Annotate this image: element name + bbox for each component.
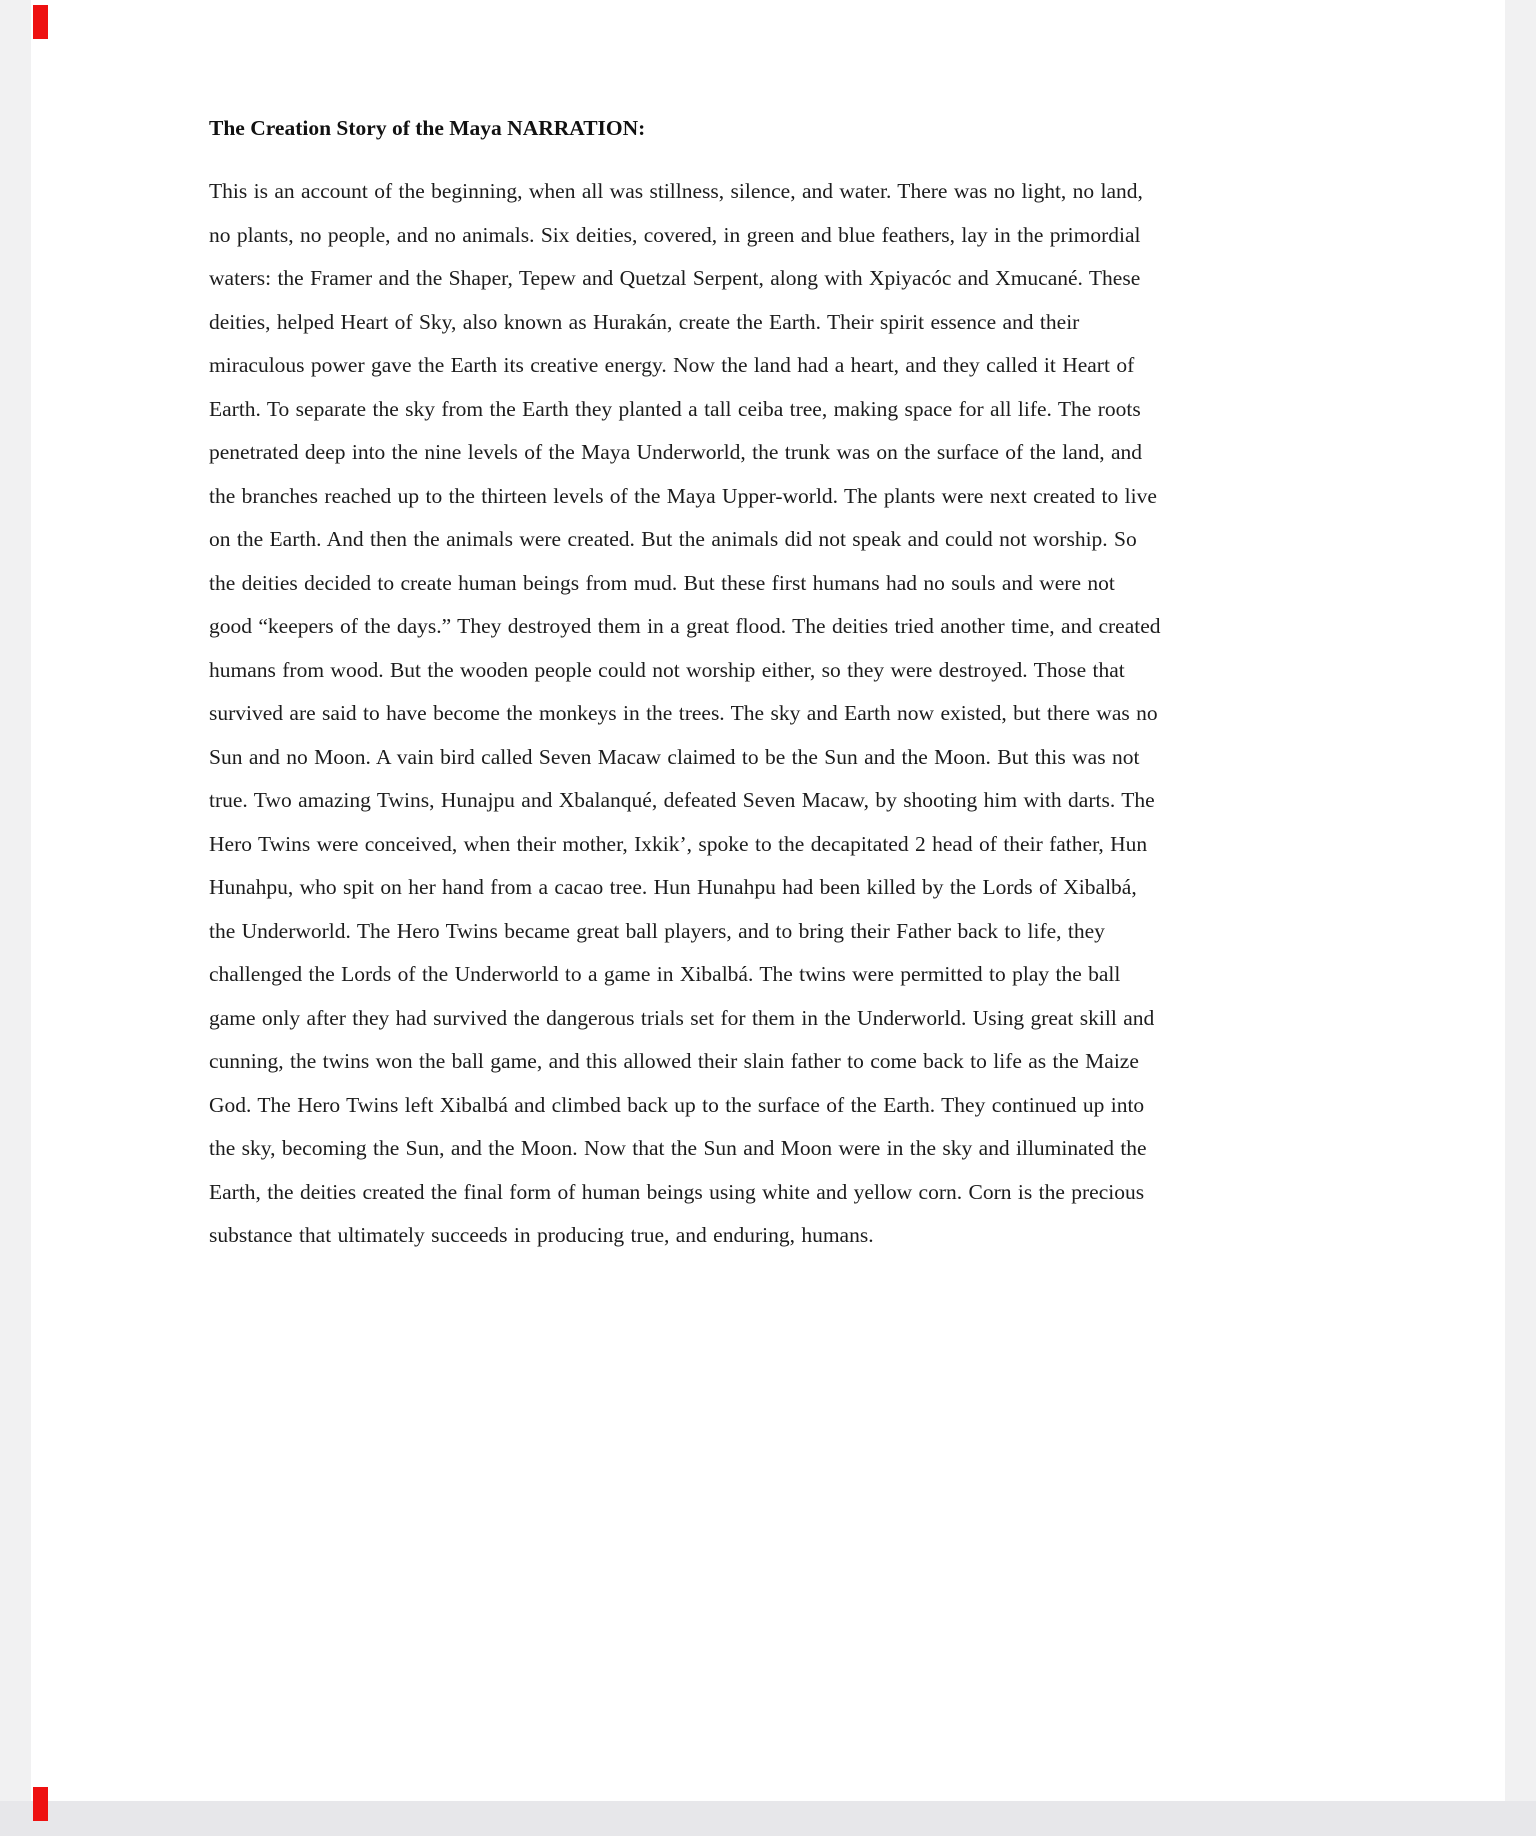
red-edge-marker-top-icon [33,5,48,39]
document-content [209,112,1161,1258]
document-body-paragraph: This is an account of the beginning, when all was stillness, silence, and water. There was no light, no land, no plants, no people, and no animals. Six deities, covered, in green and blue feathers, lay in the primordial waters: the Framer and the Shaper, Tepew and Quetzal Serpent, along with Xpiyacóc and Xmucané. These deities, helped Heart of Sky, also known as Hurakán, create the Earth. Their spirit essence and their miraculous power gave the Earth its creative energy. Now the land had a heart, and they called it Heart of Earth. To separate the sky from the Earth they planted a tall ceiba tree, making space for all life. The roots penetrated deep into the nine levels of the Maya Underworld, the trunk was on the surface of the land, and the branches reached up to the thirteen levels of the Maya Upper-world. The plants were next created to live on the Earth. And then the animals were created. But the animals did not speak and could not worship. So the deities decided to create human beings from mud. But these first humans had no souls and were not good “keepers of the days.” They destroyed them in a great flood. The deities tried another time, and created humans from wood. But the wooden people could not worship either, so they were destroyed. Those that survived are said to have become the monkeys in the trees. The sky and Earth now existed, but there was no Sun and no Moon. A vain bird called Seven Macaw claimed to be the Sun and the Moon. But this was not true. Two amazing Twins, Hunajpu and Xbalanqué, defeated Seven Macaw, by shooting him with darts. The Hero Twins were conceived, when their mother, Ixkik’, spoke to the decapitated 2 head of their father, Hun Hunahpu, who spit on her hand from a cacao tree. Hun Hunahpu had been killed by the Lords of Xibalbá, the Underworld. The Hero Twins became great ball players, and to bring their Father back to life, they challenged the Lords of the Underworld to a game in Xibalbá. The twins were permitted to play the ball game only after they had survived the dangerous trials set for them in the Underworld. Using great skill and cunning, the twins won the ball game, and this allowed their slain father to come back to life as the Maize God. The Hero Twins left Xibalbá and climbed back up to the surface of the Earth. They continued up into the sky, becoming the Sun, and the Moon. Now that the Sun and Moon were in the sky and illuminated the Earth, the deities created the final form of human beings using white and yellow corn. Corn is the precious substance that ultimately succeeds in producing true, and enduring, humans. [209,179,1161,1247]
document-title: The Creation Story of the Maya NARRATION: [209,116,646,140]
bottom-gray-strip [0,1801,1536,1836]
document-page [31,0,1505,1801]
red-edge-marker-bottom-icon [33,1787,48,1821]
